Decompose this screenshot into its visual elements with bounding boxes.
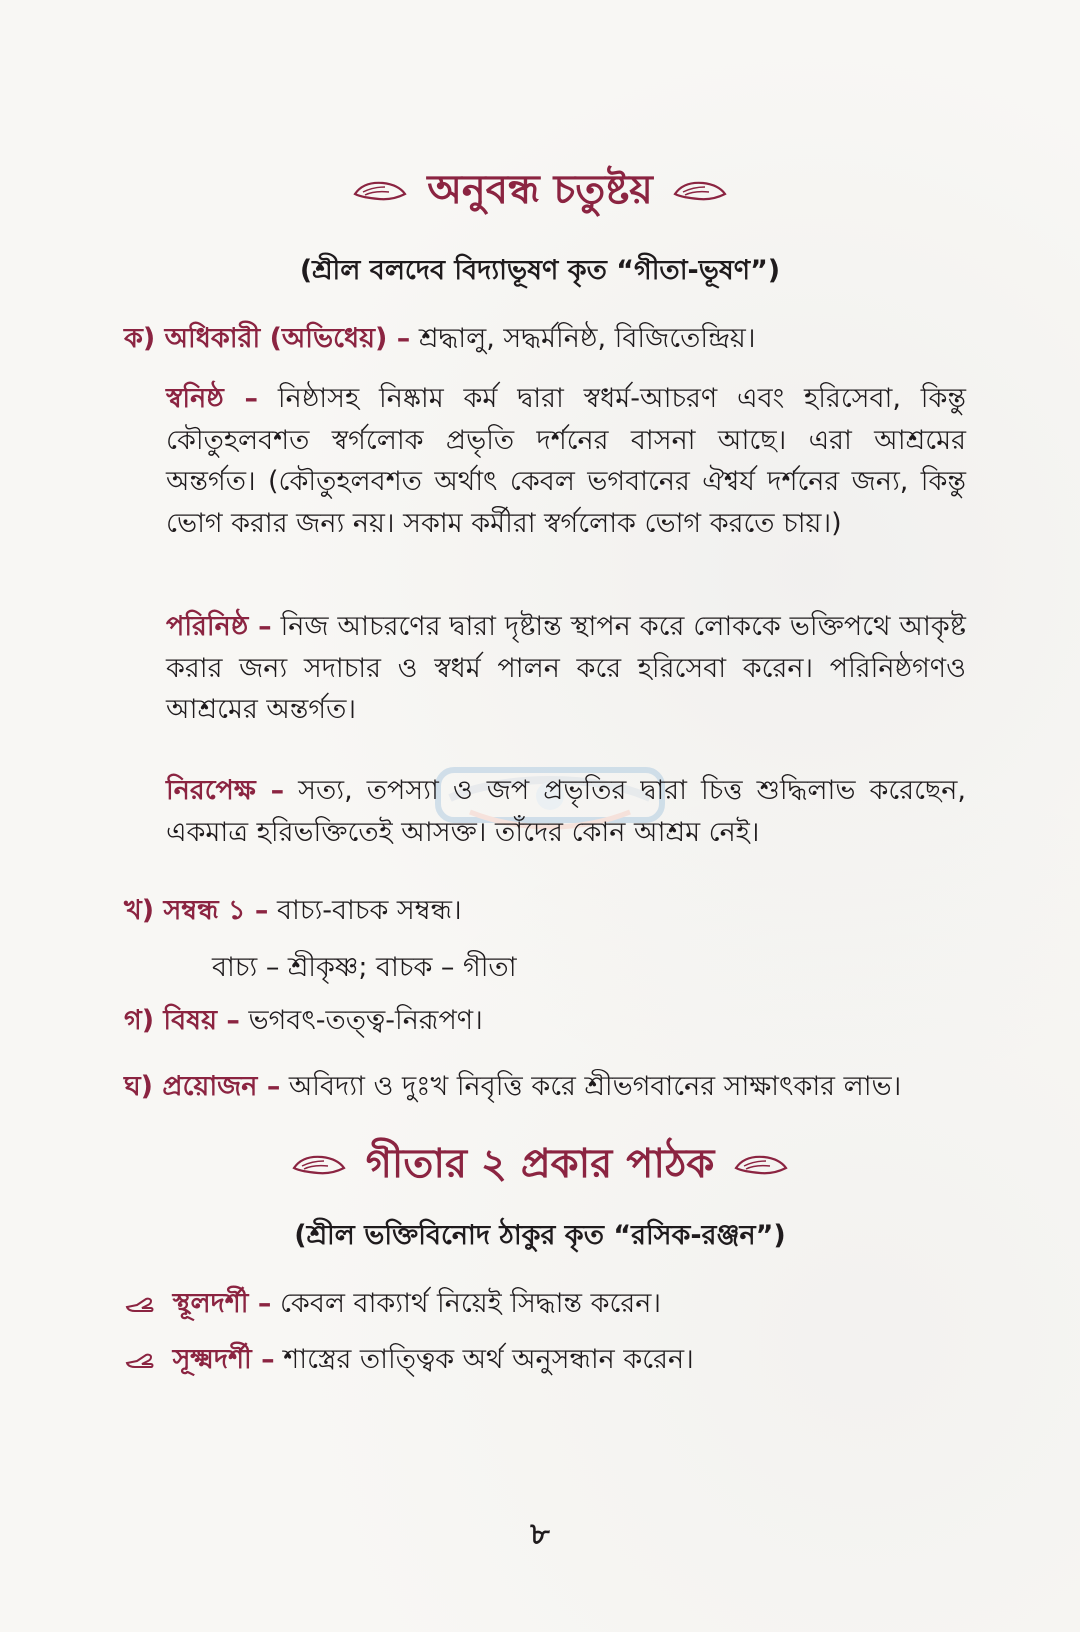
svanistha-paragraph: [166, 378, 966, 544]
prayojana-text: অবিদ্যা ও দুঃখ নিবৃত্তি করে শ্রীভগবানের সাক্ষাৎকার লাভ।: [288, 1071, 902, 1102]
nirapeksha-text: সত্য, তপস্যা ও জপ প্রভৃতির দ্বারা চিত্ত শুদ্ধিলাভ করেছেন, একমাত্র হরিভক্তিতেই আসক্ত। তাঁদের কোন আশ্রম নেই।: [166, 775, 966, 848]
adhikari-text: শ্রদ্ধালু, সদ্ধর্মনিষ্ঠ, বিজিতেন্দ্রিয়।: [418, 323, 756, 354]
section-heading-text: অনুবন্ধ চতুষ্টয়: [427, 166, 653, 213]
shell-ornament-icon: [732, 1151, 790, 1177]
readers-subtitle: (শ্রীল ভক্তিবিনোদ ঠাকুর কৃত “রসিক-রঞ্জন”): [294, 1220, 786, 1251]
svanistha-label: স্বনিষ্ঠ –: [166, 383, 259, 414]
reader-item-2-label: সূক্ষ্মদর্শী –: [172, 1344, 275, 1375]
hand-pointer-icon: [124, 1348, 156, 1370]
prayojana-line: [124, 1070, 960, 1103]
vachya-line: বাচ্য – শ্রীকৃষ্ণ; বাচক – গীতা: [212, 952, 517, 983]
reader-item-2: [124, 1344, 960, 1376]
reader-item-1-label: স্থূলদর্শী –: [172, 1288, 272, 1319]
shell-ornament-icon: [290, 1151, 348, 1177]
readers-heading: [0, 1140, 1080, 1187]
prayojana-label: ঘ) প্রয়োজন –: [124, 1071, 281, 1102]
hand-pointer-icon: [124, 1292, 156, 1314]
shell-ornament-icon: [671, 177, 729, 203]
vishaya-line: [124, 1004, 960, 1037]
reader-item-1: [124, 1288, 960, 1320]
adhikari-line: [124, 322, 960, 355]
shell-ornament-icon: [351, 177, 409, 203]
parinistha-paragraph: [166, 606, 966, 731]
nirapeksha-label: নিরপেক্ষ –: [166, 775, 285, 806]
sambandha-text: বাচ্য-বাচক সম্বন্ধ।: [277, 895, 462, 926]
vishaya-label: গ) বিষয় –: [124, 1005, 240, 1036]
svanistha-text: নিষ্ঠাসহ নিষ্কাম কর্ম দ্বারা স্বধর্ম-আচরণ এবং হরিসেবা, কিন্তু কৌতুহলবশত স্বর্গলোক প্রভৃতি দর্শনের বাসনা আছে। এরা আশ্রমের অন্তর্গত। (কৌতুহলবশত অর্থাৎ কেবল ভগবানের ঐশ্বর্য দর্শনের জন্য, কিন্তু ভোগ করার জন্য নয়। সকাম কর্মীরা স্বর্গলোক ভোগ করতে চায়।): [166, 383, 967, 539]
nirapeksha-paragraph: [166, 770, 966, 853]
reader-item-1-text: কেবল বাক্যার্থ নিয়েই সিদ্ধান্ত করেন।: [279, 1288, 661, 1319]
adhikari-label: ক) অধিকারী (অভিধেয়) –: [124, 323, 411, 354]
sambandha-line: [124, 894, 960, 927]
section-heading: [0, 166, 1080, 213]
sambandha-label: খ) সম্বন্ধ ১ –: [124, 895, 269, 926]
section-subtitle: (শ্রীল বলদেব বিদ্যাভূষণ কৃত “গীতা-ভূষণ”): [299, 255, 781, 286]
vishaya-text: ভগবৎ-তত্ত্ব-নিরূপণ।: [248, 1005, 483, 1036]
parinistha-text: নিজ আচরণের দ্বারা দৃষ্টান্ত স্থাপন করে লোককে ভক্তিপথে আকৃষ্ট করার জন্য সদাচার ও স্বধর্ম পালন করে হরিসেবা করেন। পরিনিষ্ঠগণও আশ্রমের অন্তর্গত।: [166, 611, 966, 726]
page-number: ৮: [530, 1517, 550, 1552]
reader-item-2-text: শাস্ত্রের তাত্ত্বিক অর্থ অনুসন্ধান করেন।: [283, 1344, 694, 1375]
parinistha-label: পরিনিষ্ঠ –: [166, 611, 272, 642]
readers-heading-text: গীতার ২ প্রকার পাঠক: [365, 1140, 715, 1187]
